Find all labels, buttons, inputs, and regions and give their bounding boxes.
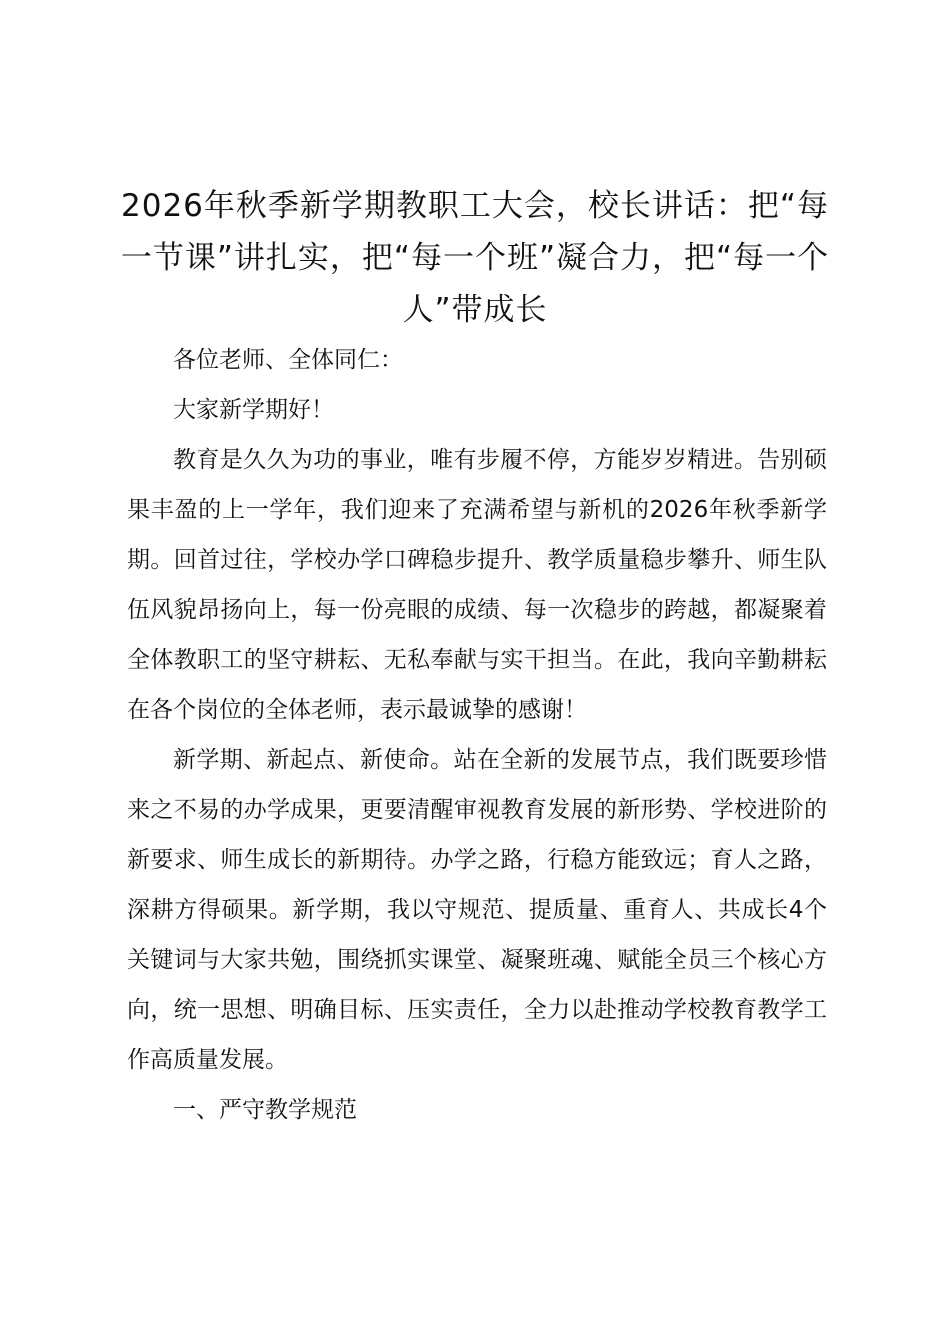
paragraph-1: 教育是久久为功的事业，唯有步履不停，方能岁岁精进。告别硕果丰盈的上一学年，我们迎来了充满希望与新机的2026年秋季新学期。回首过往，学校办学口碑稳步提升、教学质量稳步攀升、师生队伍风貌昂扬向上，每一份亮眼的成绩、每一次稳步的跨越，都凝聚着全体教职工的坚守耕耘、无私奉献与实干担当。在此，我向辛勤耕耘在各个岗位的全体老师，表示最诚挚的感谢！ [127, 447, 827, 723]
section-heading: 一、严守教学规范 [173, 1097, 357, 1123]
greeting: 大家新学期好！ [173, 397, 334, 423]
document-body [127, 335, 827, 1135]
document-title: 2026年秋季新学期教职工大会，校长讲话：把“每一节课”讲扎实，把“每一个班”凝合力，把“每一个人”带成长 [120, 188, 830, 328]
paragraph-2: 新学期、新起点、新使命。站在全新的发展节点，我们既要珍惜来之不易的办学成果，更要清醒审视教育发展的新形势、学校进阶的新要求、师生成长的新期待。办学之路，行稳方能致远；育人之路，深耕方得硕果。新学期，我以守规范、提质量、重育人、共成长4个关键词与大家共勉，围绕抓实课堂、凝聚班魂、赋能全员三个核心方向，统一思想、明确目标、压实责任，全力以赴推动学校教育教学工作高质量发展。 [127, 747, 827, 1073]
salutation: 各位老师、全体同仁： [173, 347, 403, 373]
